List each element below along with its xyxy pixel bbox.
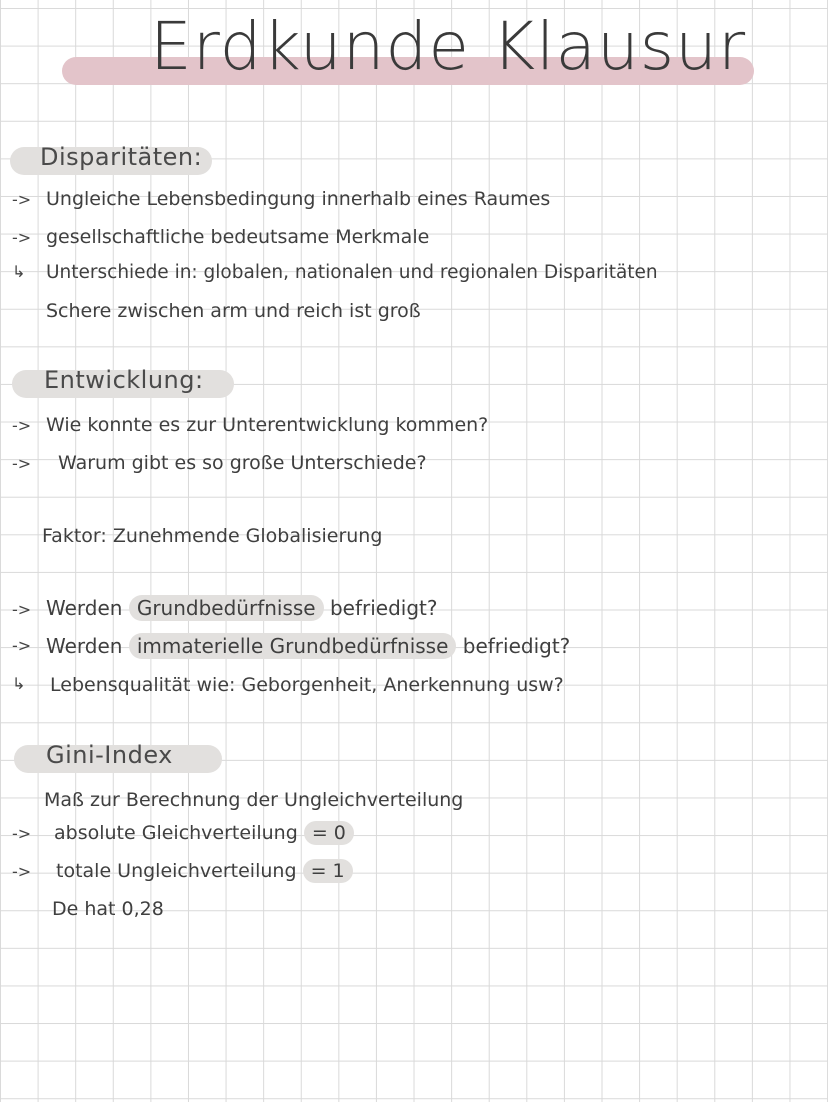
need-pre: Werden [46, 596, 123, 620]
gini-term: totale Ungleichverteilung [56, 860, 297, 882]
arrow-marker: -> [12, 454, 32, 473]
heading-gini: Gini-Index [46, 741, 173, 769]
gini-line-1 [54, 822, 354, 844]
list-item: Lebensqualität wie: Geborgenheit, Anerkennung usw? [50, 674, 564, 696]
arrow-marker: -> [12, 636, 32, 655]
list-item: Schere zwischen arm und reich ist groß [46, 300, 421, 322]
arrow-marker: -> [12, 824, 32, 843]
list-item: Warum gibt es so große Unterschiede? [58, 452, 427, 474]
highlighted-term: Grundbedürfnisse [129, 595, 324, 621]
need-line-2 [46, 634, 570, 658]
page-title: Erdkunde Klausur [150, 8, 747, 85]
list-item: gesellschaftliche bedeutsame Merkmale [46, 226, 430, 248]
arrow-marker: -> [12, 190, 32, 209]
heading-entwicklung: Entwicklung: [44, 366, 204, 394]
need-pre: Werden [46, 634, 123, 658]
arrow-marker: -> [12, 600, 32, 619]
gini-intro: Maß zur Berechnung der Ungleichverteilung [44, 789, 464, 811]
list-item: Unterschiede in: globalen, nationalen und regionalen Disparitäten [46, 262, 658, 283]
return-arrow-marker: ↳ [12, 262, 26, 281]
arrow-marker: -> [12, 862, 32, 881]
need-post: befriedigt? [462, 634, 571, 658]
list-item: Ungleiche Lebensbedingung innerhalb eines Raumes [46, 188, 551, 210]
list-item: Wie konnte es zur Unterentwicklung kommen? [46, 414, 489, 436]
need-post: befriedigt? [329, 596, 438, 620]
need-line-1 [46, 596, 438, 620]
faktor-line: Faktor: Zunehmende Globalisierung [42, 525, 383, 547]
gini-note: De hat 0,28 [52, 898, 164, 920]
gini-term: absolute Gleichverteilung [54, 822, 298, 844]
gini-line-2 [56, 860, 353, 882]
gini-value: = 1 [303, 859, 353, 883]
heading-disparitaeten: Disparitäten: [40, 143, 203, 171]
arrow-marker: -> [12, 416, 32, 435]
gini-value: = 0 [304, 821, 354, 845]
highlighted-term: immaterielle Grundbedürfnisse [129, 633, 457, 659]
return-arrow-marker: ↳ [12, 674, 26, 693]
arrow-marker: -> [12, 228, 32, 247]
